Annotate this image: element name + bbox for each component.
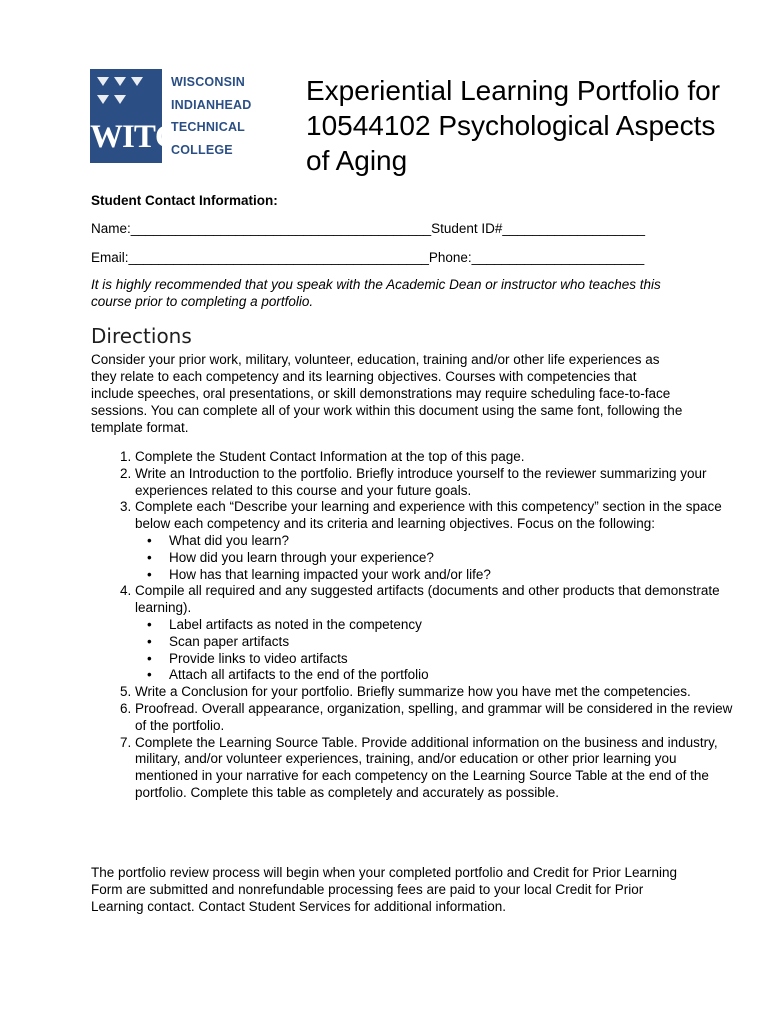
directions-body: Consider your prior work, military, volunteer, education, training and/or other life experiences as they relate to each competency and its learning objectives. Courses with competencies that include speeches, oral presentations, or skill demonstrations may require scheduling face-to-face sessions. You can complete all of your work within this document using the same font, following the template format. [91, 352, 683, 435]
list-item: 5. Write a Conclusion for your portfolio. Briefly summarize how you have met the competencies. [135, 684, 735, 701]
document-title: Experiential Learning Portfolio for 10544102 Psychological Aspects of Aging [306, 75, 721, 176]
sub-list [135, 533, 735, 583]
sub-list-item: • Label artifacts as noted in the competency [147, 616, 422, 632]
bullet-icon: • [147, 532, 152, 548]
list-item: 3. Complete each “Describe your learning and experience with this competency” section in the space below each competency and its criteria and learning objectives. Focus on the following: • What did you learn? • How did you learn through your experience? • How has that learning impacted your work and/or life? [135, 499, 735, 583]
sub-list-item: • Attach all artifacts to the end of the portfolio [147, 667, 429, 683]
name-student-id-field[interactable]: Name:________________________________________Student ID#___________________ [91, 221, 646, 236]
bullet-icon: • [147, 549, 152, 565]
list-item: 2. Write an Introduction to the portfolio. Briefly introduce yourself to the reviewer summarizing your experiences related to this course and your future goals. [135, 466, 735, 500]
list-item: 1. Complete the Student Contact Information at the top of this page. [135, 449, 735, 466]
logo-letters: WITC [90, 119, 178, 155]
sub-list [135, 617, 735, 684]
list-item: 6. Proofread. Overall appearance, organization, spelling, and grammar will be considered in the review of the portfolio. [135, 701, 735, 735]
logo-mark [90, 69, 178, 163]
intro-note: It is highly recommended that you speak with the Academic Dean or instructor who teaches this course prior to completing a portfolio. [91, 277, 661, 309]
bullet-icon: • [147, 616, 152, 632]
logo-college-name: WISCONSIN INDIANHEAD TECHNICAL COLLEGE [171, 75, 252, 157]
bullet-icon: • [147, 566, 152, 582]
bullet-icon: • [147, 633, 152, 649]
list-item: 7. Complete the Learning Source Table. Provide additional information on the business and industry, military, and/or volunteer experiences, training, and/or education or other prior learning you mentioned in your narrative for each competency on the Learning Source Table at the end of the portfolio. Complete this table as completely and accurately as possible. [135, 735, 735, 802]
bullet-icon: • [147, 650, 152, 666]
sub-list-item: • Scan paper artifacts [147, 633, 290, 649]
directions-heading: Directions [91, 324, 192, 348]
sub-list-item: • Provide links to video artifacts [147, 650, 348, 666]
list-item: 4. Compile all required and any suggested artifacts (documents and other products that demonstrate learning). • Label artifacts as noted in the competency • Scan paper artifacts • Provide links to video artifacts • Attach all artifacts to the end of the portfolio [135, 583, 735, 684]
email-phone-field[interactable]: Email:________________________________________Phone:_______________________ [91, 250, 645, 265]
closing-paragraph: The portfolio review process will begin when your completed portfolio and Credit for Prior Learning Form are submitted and nonrefundable processing fees are paid to your local Credit for Prior Learning contact. Contact Student Services for additional information. [91, 865, 678, 914]
sub-list-item: • What did you learn? [147, 532, 290, 548]
contact-heading: Student Contact Information: [91, 193, 278, 208]
bullet-icon: • [147, 667, 152, 683]
sub-list-item: • How did you learn through your experience? [147, 549, 434, 565]
directions-steps-list [91, 449, 735, 802]
witc-logo [90, 69, 270, 163]
sub-list-item: • How has that learning impacted your work and/or life? [147, 566, 491, 582]
